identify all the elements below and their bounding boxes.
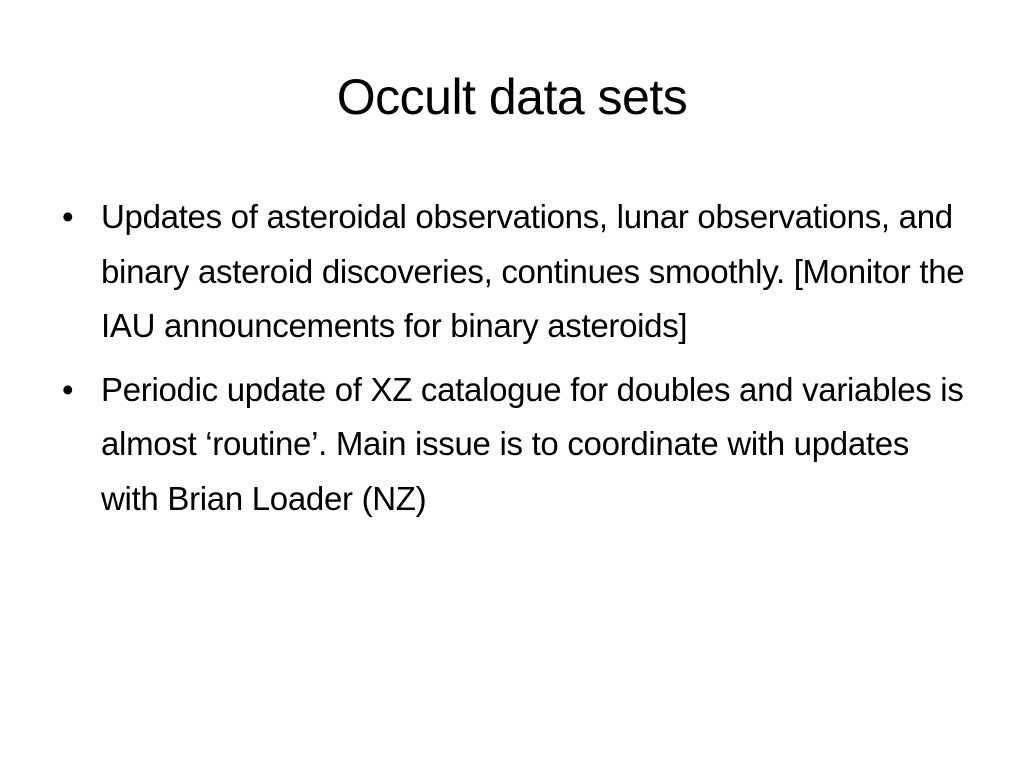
bullet-icon: • xyxy=(62,198,74,235)
bullet-item xyxy=(62,190,967,354)
bullet-item xyxy=(62,363,967,527)
bullet-list xyxy=(62,190,967,535)
bullet-text: Updates of asteroidal observations, lunar observations, and binary asteroid discoveries, continues smoothly. [Monitor the IAU announcements for binary asteroids] xyxy=(101,198,965,344)
bullet-icon: • xyxy=(62,370,74,408)
bullet-text: Periodic update of XZ catalogue for doubles and variables is almost ‘routine’. Main issue is to coordinate with updates with Brian Loader (NZ) xyxy=(101,370,964,517)
slide-title: Occult data sets xyxy=(336,69,688,125)
